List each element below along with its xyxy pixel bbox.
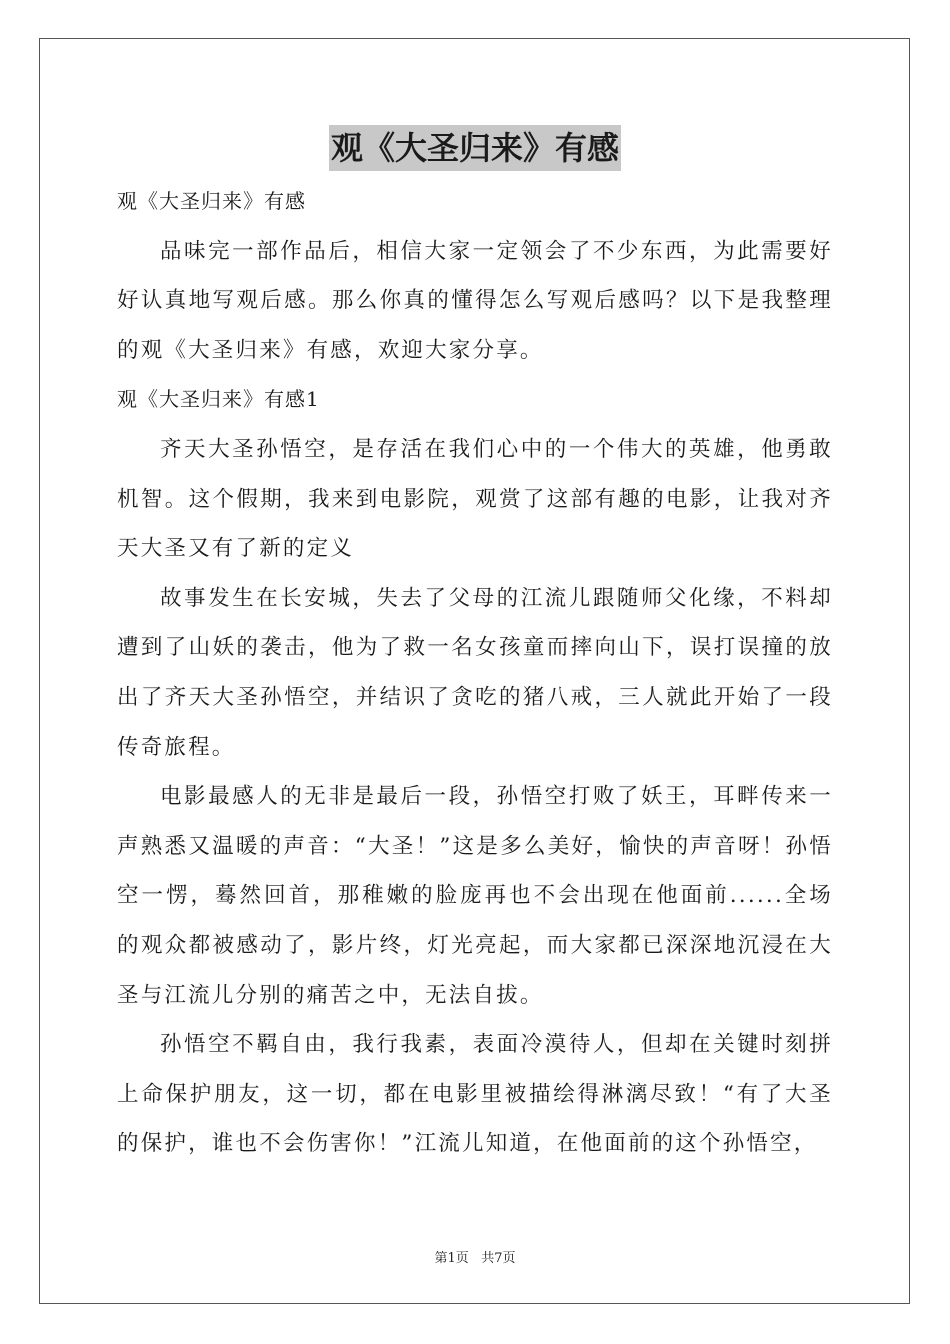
body-paragraph-2: 故事发生在长安城，失去了父母的江流儿跟随师父化缘，不料却遭到了山妖的袭击，他为了救一名女孩童而摔向山下，误打误撞的放出了齐天大圣孙悟空，并结识了贪吃的猪八戒，三人就此开始了一段传奇旅程。 [117, 585, 833, 760]
page-number: 第1页 [434, 1251, 469, 1266]
section-heading-1: 观《大圣归来》有感1 [117, 387, 320, 412]
document-title: 观《大圣归来》有感 [329, 125, 621, 171]
page-total: 共7页 [481, 1251, 516, 1266]
intro-paragraph: 品味完一部作品后，相信大家一定领会了不少东西，为此需要好好认真地写观后感。那么你真的懂得怎么写观后感吗？以下是我整理的观《大圣归来》有感，欢迎大家分享。 [117, 238, 833, 363]
document-subtitle: 观《大圣归来》有感 [117, 189, 306, 213]
document-body [117, 177, 833, 1169]
body-paragraph-1: 齐天大圣孙悟空，是存活在我们心中的一个伟大的英雄，他勇敢机智。这个假期，我来到电影院，观赏了这部有趣的电影，让我对齐天大圣又有了新的定义 [117, 436, 833, 562]
page-footer [0, 1247, 950, 1266]
title-container [0, 125, 950, 171]
body-paragraph-4: 孙悟空不羁自由，我行我素，表面冷漠待人，但却在关键时刻拼上命保护朋友，这一切，都在电影里被描绘得淋漓尽致！“有了大圣的保护，谁也不会伤害你！”江流儿知道，在他面前的这个孙悟空， [117, 1032, 833, 1157]
body-paragraph-3: 电影最感人的无非是最后一段，孙悟空打败了妖王，耳畔传来一声熟悉又温暖的声音：“大圣！”这是多么美好，愉快的声音呀！孙悟空一愣，蓦然回首，那稚嫩的脸庞再也不会出现在他面前......全场的观众都被感动了，影片终，灯光亮起，而大家都已深深地沉浸在大圣与江流儿分别的痛苦之中，无法自拔。 [117, 784, 833, 1008]
